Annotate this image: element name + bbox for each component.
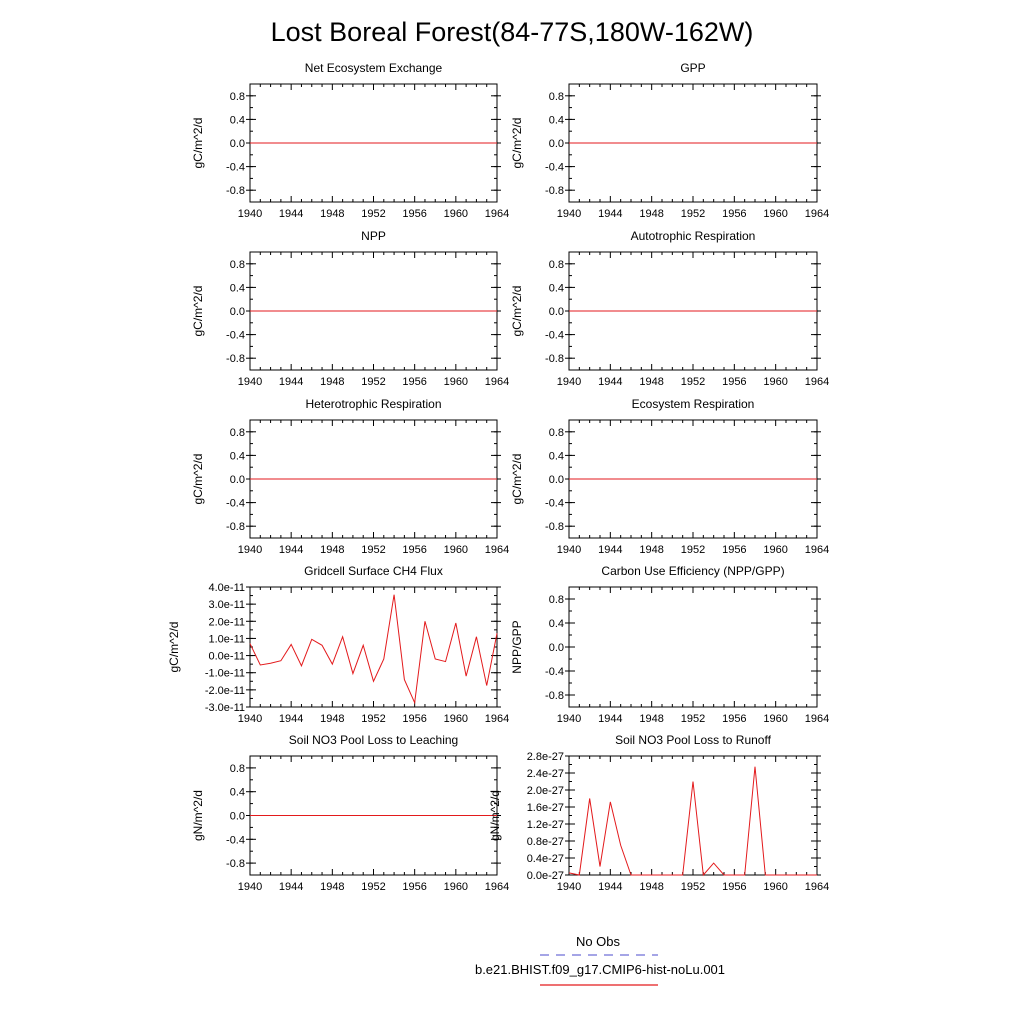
y-tick-label: 0.4e-27: [526, 853, 564, 865]
y-axis-label: gC/m^2/d: [510, 285, 524, 337]
plot-frame: [569, 756, 817, 875]
x-tick-label: 1944: [278, 713, 304, 725]
y-tick-label: -0.8: [226, 185, 245, 198]
panel-3: [191, 229, 509, 388]
y-tick-label: 2.8e-27: [526, 751, 564, 763]
x-tick-label: 1956: [722, 208, 747, 220]
x-tick-label: 1940: [556, 208, 582, 220]
y-tick-label: -0.4: [545, 161, 564, 174]
x-tick-label: 1964: [484, 376, 510, 388]
y-tick-label: 0.4: [548, 114, 564, 127]
y-tick-label: -0.8: [545, 521, 564, 534]
y-tick-label: -2.0e-11: [204, 684, 245, 697]
legend-label-run: b.e21.BHIST.f09_g17.CMIP6-hist-noLu.001: [474, 962, 726, 977]
x-tick-label: 1940: [237, 208, 263, 220]
y-axis-label: gN/m^2/d: [488, 790, 502, 841]
y-tick-label: -0.8: [226, 521, 245, 534]
panel-title: Soil NO3 Pool Loss to Leaching: [288, 733, 459, 747]
y-tick-label: 0.0e-27: [526, 870, 564, 882]
x-tick-label: 1940: [556, 713, 582, 725]
x-tick-label: 1952: [680, 544, 706, 556]
x-tick-label: 1964: [484, 208, 510, 220]
y-tick-label: -0.4: [226, 497, 245, 510]
x-tick-label: 1948: [639, 208, 664, 220]
y-tick-label: 0.0: [229, 810, 245, 823]
x-tick-label: 1964: [804, 376, 830, 388]
x-tick-label: 1948: [639, 713, 664, 725]
y-tick-label: 0.0: [229, 306, 245, 318]
panel-7: [167, 564, 509, 725]
panel-6: [510, 397, 829, 556]
x-tick-label: 1944: [598, 376, 623, 388]
x-tick-label: 1944: [598, 208, 623, 220]
x-tick-label: 1960: [763, 544, 788, 556]
y-tick-label: 0.8: [229, 90, 245, 103]
x-tick-label: 1956: [722, 544, 747, 556]
x-tick-label: 1948: [639, 881, 664, 893]
x-tick-label: 1948: [320, 376, 345, 388]
x-tick-label: 1956: [722, 376, 747, 388]
y-tick-label: 3.0e-11: [208, 599, 245, 612]
x-tick-label: 1940: [237, 713, 263, 725]
panel-4: [510, 229, 829, 388]
x-tick-label: 1960: [443, 544, 469, 556]
x-tick-label: 1964: [484, 713, 510, 725]
x-tick-label: 1952: [680, 376, 706, 388]
x-tick-label: 1940: [237, 881, 263, 893]
panel-title: Gridcell Surface CH4 Flux: [304, 564, 443, 578]
x-tick-label: 1952: [361, 544, 386, 556]
panel-title: Net Ecosystem Exchange: [304, 61, 443, 75]
y-tick-label: -1.0e-11: [204, 667, 245, 680]
y-tick-label: 0.0: [229, 138, 245, 150]
x-tick-label: 1960: [763, 713, 788, 725]
x-tick-label: 1960: [763, 208, 788, 220]
x-tick-label: 1960: [443, 208, 469, 220]
x-tick-label: 1940: [237, 544, 263, 556]
x-tick-label: 1948: [320, 544, 345, 556]
x-tick-label: 1964: [484, 544, 510, 556]
x-tick-label: 1944: [278, 208, 304, 220]
y-tick-label: 0.8: [548, 426, 564, 439]
x-tick-label: 1956: [722, 713, 747, 725]
plot-frame: [569, 587, 817, 707]
y-axis-label: gC/m^2/d: [167, 621, 181, 673]
y-tick-label: -0.4: [226, 834, 245, 847]
x-tick-label: 1952: [361, 376, 386, 388]
x-tick-label: 1948: [639, 544, 664, 556]
x-tick-label: 1964: [804, 881, 830, 893]
x-tick-label: 1940: [556, 544, 582, 556]
panel-title: Soil NO3 Pool Loss to Runoff: [615, 733, 771, 747]
x-tick-label: 1944: [278, 544, 304, 556]
y-tick-label: 0.4: [229, 114, 245, 127]
y-tick-label: 1.0e-11: [208, 633, 245, 646]
y-tick-label: 0.4: [229, 450, 245, 463]
y-axis-label: gC/m^2/d: [510, 453, 524, 505]
x-tick-label: 1948: [320, 713, 345, 725]
x-tick-label: 1964: [484, 881, 510, 893]
y-tick-label: 0.8: [229, 426, 245, 439]
y-axis-label: gC/m^2/d: [510, 117, 524, 169]
x-tick-label: 1960: [763, 376, 788, 388]
y-tick-label: 4.0e-11: [208, 582, 245, 594]
y-tick-label: 0.0: [548, 306, 564, 318]
panel-title: Carbon Use Efficiency (NPP/GPP): [601, 564, 785, 578]
y-tick-label: -3.0e-11: [204, 702, 245, 714]
y-tick-label: 2.4e-27: [526, 768, 564, 780]
series-line: [569, 767, 817, 875]
x-tick-label: 1952: [361, 713, 386, 725]
panel-10: [488, 733, 829, 893]
x-tick-label: 1952: [680, 208, 706, 220]
x-tick-label: 1940: [556, 881, 582, 893]
y-tick-label: -0.8: [545, 353, 564, 366]
y-tick-label: 0.4: [548, 282, 564, 295]
y-tick-label: 0.0: [548, 138, 564, 150]
panels: [167, 61, 829, 893]
panel-9: [191, 733, 509, 893]
y-tick-label: 0.0e-11: [208, 650, 245, 663]
x-tick-label: 1952: [361, 208, 386, 220]
y-tick-label: 0.4: [548, 618, 564, 630]
y-tick-label: 1.2e-27: [526, 819, 564, 831]
y-tick-label: 0.0: [229, 474, 245, 486]
plot-frame: [250, 587, 497, 707]
y-tick-label: -0.4: [226, 161, 245, 174]
y-tick-label: 0.8: [548, 90, 564, 103]
y-tick-label: -0.8: [545, 690, 564, 702]
x-tick-label: 1960: [763, 881, 788, 893]
panel-title: NPP: [361, 229, 386, 243]
x-tick-label: 1956: [402, 881, 427, 893]
y-axis-label: gN/m^2/d: [191, 790, 205, 841]
y-tick-label: 0.8: [548, 594, 564, 606]
panel-2: [510, 61, 829, 220]
x-tick-label: 1948: [320, 208, 345, 220]
x-tick-label: 1960: [443, 881, 469, 893]
x-tick-label: 1940: [237, 376, 263, 388]
x-tick-label: 1964: [804, 208, 830, 220]
y-tick-label: 2.0e-27: [526, 785, 564, 797]
x-tick-label: 1964: [804, 713, 830, 725]
legend-label-no-obs: No Obs: [575, 934, 621, 949]
legend: [475, 934, 725, 985]
x-tick-label: 1960: [443, 713, 469, 725]
x-tick-label: 1944: [598, 544, 623, 556]
y-axis-label: NPP/GPP: [510, 620, 524, 674]
y-tick-label: -0.8: [226, 858, 245, 871]
panel-title: Ecosystem Respiration: [631, 397, 755, 411]
panel-title: GPP: [680, 61, 706, 75]
y-tick-label: 0.4: [229, 282, 245, 295]
panel-1: [191, 61, 509, 220]
x-tick-label: 1956: [402, 208, 427, 220]
x-tick-label: 1964: [804, 544, 830, 556]
y-tick-label: 1.6e-27: [526, 802, 564, 814]
x-tick-label: 1944: [598, 713, 623, 725]
y-tick-label: -0.4: [226, 329, 245, 342]
y-tick-label: 0.0: [548, 474, 564, 486]
y-tick-label: 0.8e-27: [526, 836, 564, 848]
y-tick-label: 0.8: [229, 762, 245, 775]
series-line: [250, 595, 497, 703]
x-tick-label: 1956: [722, 881, 747, 893]
panel-8: [510, 564, 829, 725]
y-tick-label: -0.4: [545, 329, 564, 342]
x-tick-label: 1952: [361, 881, 386, 893]
y-tick-label: -0.8: [545, 185, 564, 198]
y-axis-label: gC/m^2/d: [191, 117, 205, 169]
y-tick-label: 0.0: [548, 642, 564, 654]
x-tick-label: 1956: [402, 376, 427, 388]
y-tick-label: 0.4: [229, 786, 245, 799]
x-tick-label: 1940: [556, 376, 582, 388]
x-tick-label: 1956: [402, 713, 427, 725]
x-tick-label: 1944: [598, 881, 623, 893]
y-tick-label: 0.4: [548, 450, 564, 463]
x-tick-label: 1948: [639, 376, 664, 388]
y-axis-label: gC/m^2/d: [191, 285, 205, 337]
panel-title: Autotrophic Respiration: [630, 229, 756, 243]
y-tick-label: 2.0e-11: [208, 616, 245, 629]
x-tick-label: 1956: [402, 544, 427, 556]
panel-5: [191, 397, 509, 556]
y-axis-label: gC/m^2/d: [191, 453, 205, 505]
y-tick-label: -0.4: [545, 666, 564, 678]
x-tick-label: 1944: [278, 881, 304, 893]
y-tick-label: 0.8: [229, 258, 245, 271]
x-tick-label: 1948: [320, 881, 345, 893]
x-tick-label: 1952: [680, 881, 706, 893]
panel-title: Heterotrophic Respiration: [305, 397, 442, 411]
x-tick-label: 1952: [680, 713, 706, 725]
x-tick-label: 1960: [443, 376, 469, 388]
x-tick-label: 1944: [278, 376, 304, 388]
y-tick-label: 0.8: [548, 258, 564, 271]
y-tick-label: -0.4: [545, 497, 564, 510]
figure-title: Lost Boreal Forest(84-77S,180W-162W): [270, 17, 754, 47]
y-tick-label: -0.8: [226, 353, 245, 366]
